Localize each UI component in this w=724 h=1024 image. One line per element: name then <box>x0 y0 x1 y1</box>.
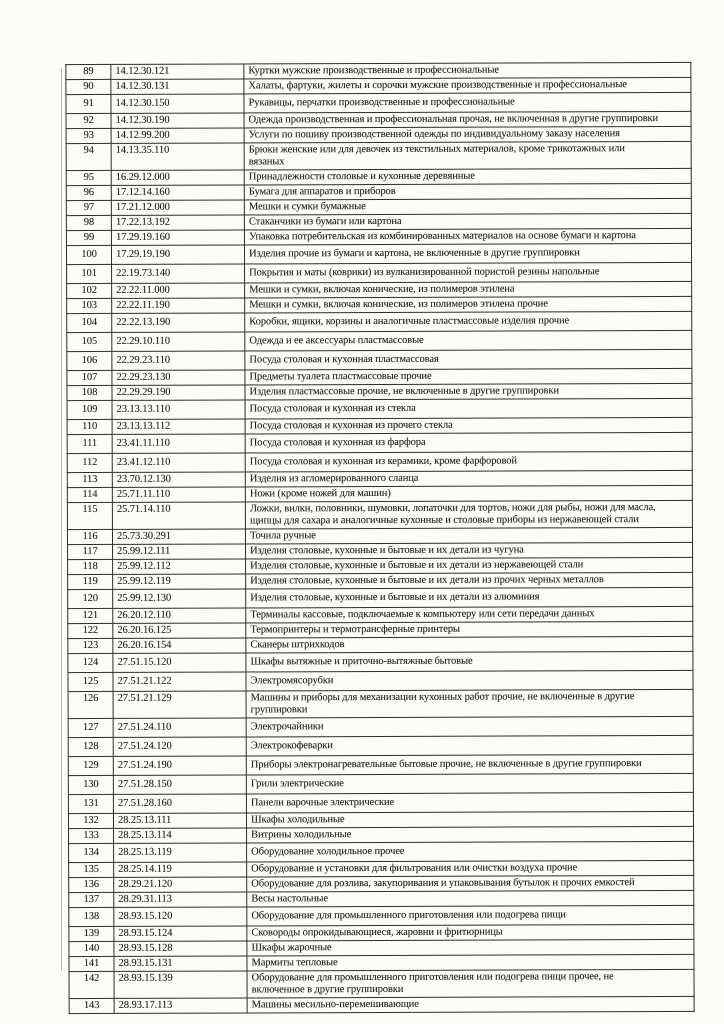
cell-desc: Грили электрические <box>246 773 693 794</box>
cell-desc: Мешки и сумки, включая конические, из полимеров этилена <box>245 281 692 298</box>
cell-num: 93 <box>66 128 111 143</box>
cell-desc: Бумага для аппаратов и приборов <box>244 183 691 200</box>
cell-code: 22.29.23.130 <box>112 370 245 385</box>
cell-code: 25.99.12.111 <box>113 544 246 559</box>
cell-num: 120 <box>68 589 113 608</box>
cell-code: 23.13.13.112 <box>112 419 245 434</box>
cell-num: 128 <box>68 737 113 756</box>
cell-code: 17.29.19.190 <box>111 245 244 264</box>
cell-code: 16.29.12.000 <box>111 170 244 185</box>
cell-num: 109 <box>67 400 112 419</box>
cell-code: 28.25.14.119 <box>114 862 247 877</box>
table-body <box>66 62 694 1013</box>
cell-num: 106 <box>67 351 112 370</box>
cell-code: 25.73.30.291 <box>112 529 245 544</box>
table-row <box>68 773 693 794</box>
cell-code: 14.12.30.121 <box>111 64 244 79</box>
cell-desc: Весы настольные <box>247 890 694 907</box>
cell-num: 119 <box>68 574 113 589</box>
cell-code: 23.70.12.130 <box>112 472 245 487</box>
cell-desc: Мармиты тепловые <box>247 954 694 971</box>
table-row <box>67 349 692 370</box>
cell-num: 112 <box>67 453 112 472</box>
cell-num: 110 <box>67 419 112 434</box>
cell-desc: Упаковка потребительская из комбинированных материалов на основе бумаги и картона <box>244 228 691 245</box>
cell-num: 91 <box>66 94 111 113</box>
cell-code: 22.22.13.190 <box>112 313 245 332</box>
cell-code: 22.29.23.110 <box>112 351 245 370</box>
cell-desc: Принадлежности столовые и кухонные деревянные <box>244 168 691 185</box>
cell-num: 121 <box>68 608 113 623</box>
cell-code: 26.20.16.154 <box>113 638 246 653</box>
table-row <box>66 141 691 170</box>
cell-desc: Рукавицы, перчатки производственные и профессиональные <box>244 92 691 113</box>
cell-desc: Изделия столовые, кухонные и бытовые и их детали из алюминия <box>246 587 693 608</box>
cell-num: 141 <box>69 956 114 971</box>
cell-desc: Посуда столовая и кухонная из прочего стекла <box>245 417 692 434</box>
cell-desc: Витрины холодильные <box>247 826 694 843</box>
cell-num: 98 <box>66 215 111 230</box>
cell-num: 94 <box>66 143 111 170</box>
table-row <box>67 311 692 332</box>
cell-desc: Шкафы вытяжные и приточно-вытяжные бытовые <box>246 651 693 672</box>
table-row <box>67 262 692 283</box>
cell-desc: Услуги по пошиву производственной одежды по индивидуальному заказу населения <box>244 126 691 143</box>
table-row <box>69 905 694 926</box>
cell-num: 114 <box>67 487 112 502</box>
cell-num: 107 <box>67 370 112 385</box>
cell-num: 89 <box>66 64 111 79</box>
cell-desc: Ложки, вилки, половники, шумовки, лопаточки для тортов, ножи для рыбы, ножи для масла, щипцы для сахара и аналогичные кухонные и столовые приборы из нержавеющей стали <box>245 500 692 529</box>
cell-code: 22.22.11.190 <box>112 298 245 313</box>
cell-desc: Изделия из агломерированного сланца <box>245 470 692 487</box>
cell-desc: Куртки мужские производственные и профессиональные <box>244 62 691 79</box>
cell-num: 127 <box>68 718 113 737</box>
cell-num: 139 <box>69 926 114 941</box>
cell-num: 130 <box>68 775 113 794</box>
table-row <box>69 969 694 998</box>
cell-code: 28.25.13.119 <box>114 843 247 862</box>
scan-artifact-line <box>61 68 62 971</box>
cell-num: 113 <box>67 472 112 487</box>
cell-code: 27.51.24.190 <box>113 756 246 775</box>
cell-code: 28.29.31.113 <box>114 892 247 907</box>
cell-code: 25.71.11.110 <box>112 487 245 502</box>
cell-code: 28.93.15.120 <box>114 907 247 926</box>
cell-desc: Электромясорубки <box>246 670 693 691</box>
cell-desc: Мешки и сумки, включая конические, из полимеров этилена прочие <box>245 296 692 313</box>
cell-code: 27.51.15.120 <box>113 653 246 672</box>
cell-desc: Оборудование и установки для фильтрования или очистки воздуха прочие <box>247 860 694 877</box>
table-row <box>68 587 693 608</box>
cell-num: 135 <box>69 862 114 877</box>
cell-desc: Сковороды опрокидывающиеся, жаровни и фритюрницы <box>247 924 694 941</box>
cell-desc: Панели варочные электрические <box>246 792 693 813</box>
table-row <box>68 716 693 737</box>
cell-desc: Посуда столовая и кухонная из керамики, кроме фарфоровой <box>245 451 692 472</box>
cell-desc: Изделия столовые, кухонные и бытовые и их детали из чугуна <box>246 542 693 559</box>
cell-desc: Посуда столовая и кухонная пластмассовая <box>245 349 692 370</box>
cell-code: 28.93.15.128 <box>114 941 247 956</box>
cell-num: 117 <box>68 544 113 559</box>
cell-desc: Посуда столовая и кухонная из фарфора <box>245 432 692 453</box>
table-row <box>68 689 693 718</box>
cell-num: 115 <box>67 502 112 529</box>
cell-num: 129 <box>68 756 113 775</box>
cell-code: 27.51.21.122 <box>113 672 246 691</box>
cell-num: 104 <box>67 313 112 332</box>
table-row <box>68 651 693 672</box>
cell-desc: Стаканчики из бумаги или картона <box>244 213 691 230</box>
cell-num: 124 <box>68 653 113 672</box>
table-row <box>66 243 691 264</box>
table-row <box>68 670 693 691</box>
cell-num: 102 <box>67 283 112 298</box>
cell-num: 100 <box>66 245 111 264</box>
cell-code: 17.12.14.160 <box>111 185 244 200</box>
cell-num: 97 <box>66 200 111 215</box>
cell-num: 108 <box>67 385 112 400</box>
cell-code: 28.25.13.114 <box>114 828 247 843</box>
cell-desc: Электрокофеварки <box>246 735 693 756</box>
cell-code: 25.99.12.119 <box>113 574 246 589</box>
cell-desc: Изделия прочие из бумаги и картона, не включенные в другие группировки <box>244 243 691 264</box>
cell-num: 126 <box>68 691 113 718</box>
cell-desc: Терминалы кассовые, подключаемые к компьютеру или сети передачи данных <box>246 606 693 623</box>
cell-desc: Машины и приборы для механизации кухонных работ прочие, не включенные в другие группировки <box>246 689 693 718</box>
cell-num: 137 <box>69 892 114 907</box>
table-row <box>66 92 691 113</box>
cell-num: 123 <box>68 638 113 653</box>
cell-num: 95 <box>66 170 111 185</box>
cell-num: 105 <box>67 332 112 351</box>
cell-desc: Машины месильно-перемешивающие <box>247 996 694 1013</box>
cell-code: 28.29.21.120 <box>114 877 247 892</box>
cell-num: 122 <box>68 623 113 638</box>
cell-code: 27.51.28.150 <box>113 775 246 794</box>
classification-table <box>65 62 694 1014</box>
cell-code: 14.12.99.200 <box>111 128 244 143</box>
cell-code: 27.51.24.120 <box>113 737 246 756</box>
table-row <box>69 996 694 1013</box>
cell-code: 28.93.15.139 <box>114 971 247 998</box>
cell-num: 132 <box>68 813 113 828</box>
cell-code: 22.22.11.000 <box>112 283 245 298</box>
table-row <box>67 432 692 453</box>
table-row <box>67 398 692 419</box>
table-row <box>68 754 693 775</box>
cell-code: 25.71.14.110 <box>112 502 245 529</box>
cell-code: 14.13.35.110 <box>111 143 244 170</box>
cell-num: 116 <box>67 529 112 544</box>
cell-desc: Одежда и ее аксессуары пластмассовые <box>245 330 692 351</box>
cell-desc: Приборы электронагревательные бытовые прочие, не включенные в другие группировки <box>246 754 693 775</box>
cell-desc: Оборудование для промышленного приготовления или подогрева пищи прочее, не включенное в другие группировки <box>247 969 694 998</box>
cell-desc: Одежда производственная и профессиональная прочая, не включенная в другие группировки <box>244 111 691 128</box>
cell-code: 14.12.30.150 <box>111 94 244 113</box>
cell-code: 17.21.12.000 <box>111 200 244 215</box>
cell-code: 27.51.24.110 <box>113 718 246 737</box>
cell-num: 140 <box>69 941 114 956</box>
cell-num: 96 <box>66 185 111 200</box>
cell-num: 138 <box>69 907 114 926</box>
cell-code: 27.51.21.129 <box>113 691 246 718</box>
cell-desc: Оборудование для промышленного приготовления или подогрева пищи <box>247 905 694 926</box>
cell-desc: Посуда столовая и кухонная из стекла <box>245 398 692 419</box>
cell-code: 28.93.15.124 <box>114 926 247 941</box>
cell-num: 142 <box>69 971 114 998</box>
cell-code: 17.29.19.160 <box>111 230 244 245</box>
cell-code: 28.25.13.111 <box>113 813 246 828</box>
cell-num: 118 <box>68 559 113 574</box>
cell-code: 28.93.15.131 <box>114 956 247 971</box>
cell-code: 22.19.73.140 <box>112 264 245 283</box>
cell-num: 103 <box>67 298 112 313</box>
table-row <box>69 841 694 862</box>
cell-desc: Предметы туалета пластмассовые прочие <box>245 368 692 385</box>
cell-code: 27.51.28.160 <box>113 794 246 813</box>
cell-num: 136 <box>69 877 114 892</box>
cell-code: 28.93.17.113 <box>114 998 247 1013</box>
table-row <box>67 451 692 472</box>
cell-desc: Оборудование холодильное прочее <box>247 841 694 862</box>
table-row <box>67 500 692 529</box>
cell-desc: Мешки и сумки бумажные <box>244 198 691 215</box>
cell-code: 23.41.12.110 <box>112 453 245 472</box>
cell-desc: Оборудование для розлива, закупоривания и упаковывания бутылок и прочих емкостей <box>247 875 694 892</box>
cell-desc: Шкафы холодильные <box>246 811 693 828</box>
cell-desc: Изделия столовые, кухонные и бытовые и их детали из прочих черных металлов <box>246 572 693 589</box>
cell-desc: Электрочайники <box>246 716 693 737</box>
cell-desc: Точила ручные <box>245 527 692 544</box>
cell-num: 101 <box>67 264 112 283</box>
table-row <box>67 330 692 351</box>
cell-desc: Покрытия и маты (коврики) из вулканизированной пористой резины напольные <box>245 262 692 283</box>
table-row <box>68 792 693 813</box>
cell-code: 25.99.12.130 <box>113 589 246 608</box>
cell-num: 133 <box>69 828 114 843</box>
cell-num: 134 <box>69 843 114 862</box>
cell-num: 143 <box>69 998 114 1013</box>
cell-code: 22.29.10.110 <box>112 332 245 351</box>
cell-desc: Изделия пластмассовые прочие, не включенные в другие группировки <box>245 383 692 400</box>
cell-num: 111 <box>67 434 112 453</box>
cell-desc: Сканеры штрихкодов <box>246 636 693 653</box>
cell-desc: Шкафы жарочные <box>247 939 694 956</box>
cell-code: 17.22.13.192 <box>111 215 244 230</box>
cell-code: 14.12.30.190 <box>111 113 244 128</box>
cell-desc: Изделия столовые, кухонные и бытовые и их детали из нержавеющей стали <box>246 557 693 574</box>
cell-desc: Халаты, фартуки, жилеты и сорочки мужские производственные и профессиональные <box>244 77 691 94</box>
cell-code: 25.99.12.112 <box>113 559 246 574</box>
cell-code: 23.13.13.110 <box>112 400 245 419</box>
cell-desc: Брюки женские или для девочек из текстильных материалов, кроме трикотажных или вязаных <box>244 141 691 170</box>
table-row <box>68 735 693 756</box>
cell-num: 99 <box>66 230 111 245</box>
cell-desc: Коробки, ящики, корзины и аналогичные пластмассовые изделия прочие <box>245 311 692 332</box>
cell-desc: Ножи (кроме ножей для машин) <box>245 485 692 502</box>
cell-num: 90 <box>66 79 111 94</box>
cell-code: 26.20.12.110 <box>113 608 246 623</box>
cell-code: 23.41.11.110 <box>112 434 245 453</box>
cell-code: 22.29.29.190 <box>112 385 245 400</box>
cell-num: 125 <box>68 672 113 691</box>
cell-num: 131 <box>68 794 113 813</box>
cell-desc: Термопринтеры и термотрансферные принтеры <box>246 621 693 638</box>
cell-num: 92 <box>66 113 111 128</box>
cell-code: 26.20.16.125 <box>113 623 246 638</box>
cell-code: 14.12.30.131 <box>111 79 244 94</box>
